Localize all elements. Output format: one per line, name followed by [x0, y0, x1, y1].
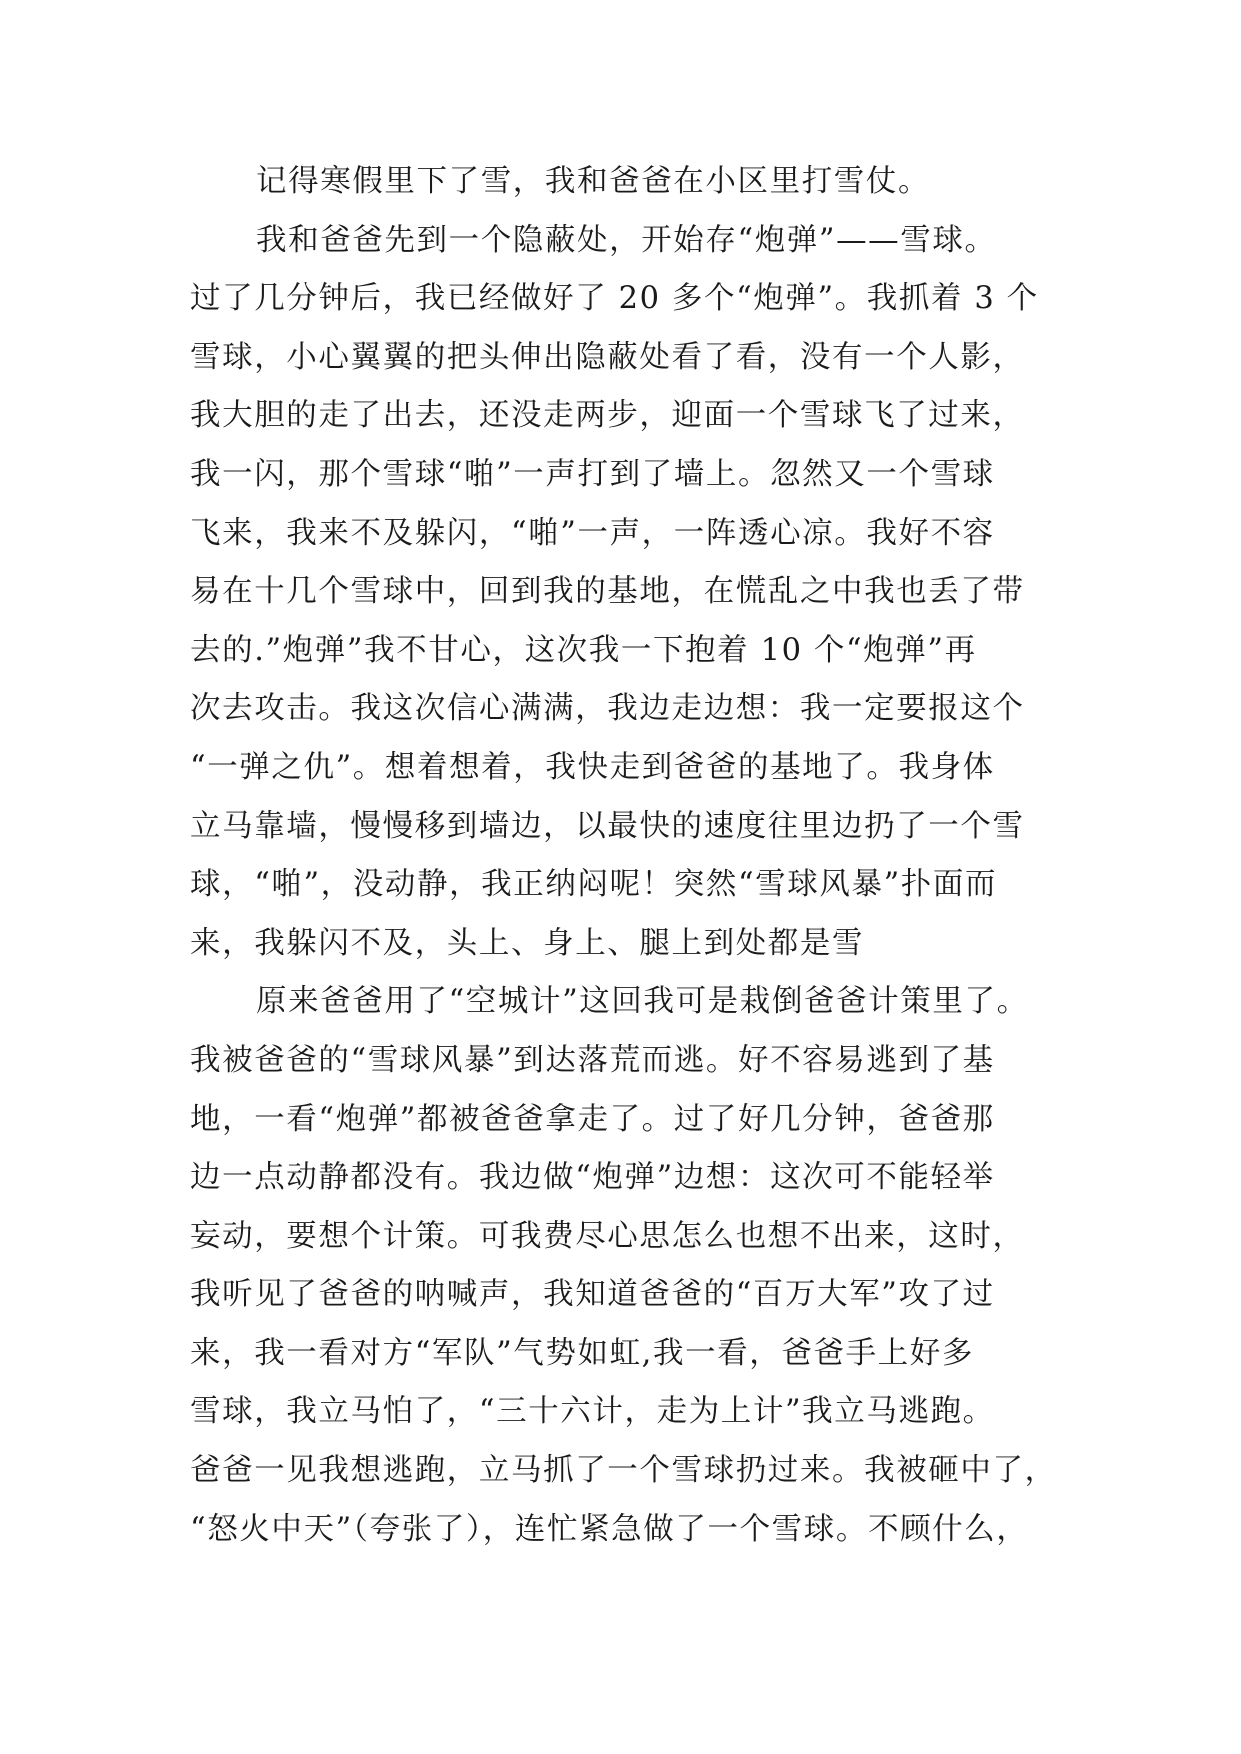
paragraph-line: 易在十几个雪球中，回到我的基地，在慌乱之中我也丢了带 [190, 574, 1025, 610]
paragraph-line: 球，“啪”，没动静，我正纳闷呢！突然“雪球风暴”扑面而 [190, 867, 998, 903]
paragraph-line: 次去攻击。我这次信心满满，我边走边想：我一定要报这个 [190, 691, 1025, 727]
paragraph-line: 雪球，小心翼翼的把头伸出隐蔽处看了看，没有一个人影， [190, 339, 1025, 375]
paragraph-line: 我一闪，那个雪球“啪”一声打到了墙上。忽然又一个雪球 [190, 456, 995, 492]
paragraph-line: 立马靠墙，慢慢移到墙边，以最快的速度往里边扔了一个雪 [190, 808, 1025, 844]
paragraph-line: 飞来，我来不及躲闪，“啪”一声，一阵透心凉。我好不容 [190, 515, 995, 551]
paragraph-line: 我被爸爸的“雪球风暴”到达落荒而逃。好不容易逃到了基 [190, 1042, 995, 1078]
paragraph-line: 原来爸爸用了“空城计”这回我可是栽倒爸爸计策里了。 [256, 984, 1029, 1020]
paragraph-line: 我和爸爸先到一个隐蔽处，开始存“炮弹”——雪球。 [256, 222, 997, 258]
essay-body [190, 153, 1070, 1559]
paragraph-line: 我大胆的走了出去，还没走两步，迎面一个雪球飞了过来， [190, 398, 1025, 434]
paragraph-line: 妄动，要想个计策。可我费尽心思怎么也想不出来，这时， [190, 1218, 1025, 1254]
paragraph-line: 记得寒假里下了雪，我和爸爸在小区里打雪仗。 [256, 164, 931, 199]
paragraph-line: 我听见了爸爸的呐喊声，我知道爸爸的“百万大军”攻了过 [190, 1277, 995, 1313]
paragraph-line: 来，我一看对方“军队”气势如虹,我一看，爸爸手上好多 [190, 1335, 974, 1371]
paragraph-line: 来，我躲闪不及，头上、身上、腿上到处都是雪 [190, 925, 865, 961]
paragraph-line: “怒火中天”（夸张了），连忙紧急做了一个雪球。不顾什么， [190, 1511, 1029, 1547]
paragraph-line: 爸爸一见我想逃跑，立马抓了一个雪球扔过来。我被砸中了， [190, 1453, 1057, 1489]
paragraph-line: 雪球，我立马怕了，“三十六计，走为上计”我立马逃跑。 [190, 1394, 995, 1430]
paragraph-line: “一弹之仇”。想着想着，我快走到爸爸的基地了。我身体 [190, 749, 995, 785]
paragraph-line: 过了几分钟后，我已经做好了 20 多个“炮弹”。我抓着 3 个 [190, 281, 1039, 317]
paragraph-line: 地，一看“炮弹”都被爸爸拿走了。过了好几分钟，爸爸那 [190, 1101, 995, 1137]
paragraph-line: 去的.”炮弹”我不甘心，这次我一下抱着 10 个“炮弹”再 [190, 632, 977, 668]
paragraph-line: 边一点动静都没有。我边做“炮弹”边想：这次可不能轻举 [190, 1160, 995, 1196]
